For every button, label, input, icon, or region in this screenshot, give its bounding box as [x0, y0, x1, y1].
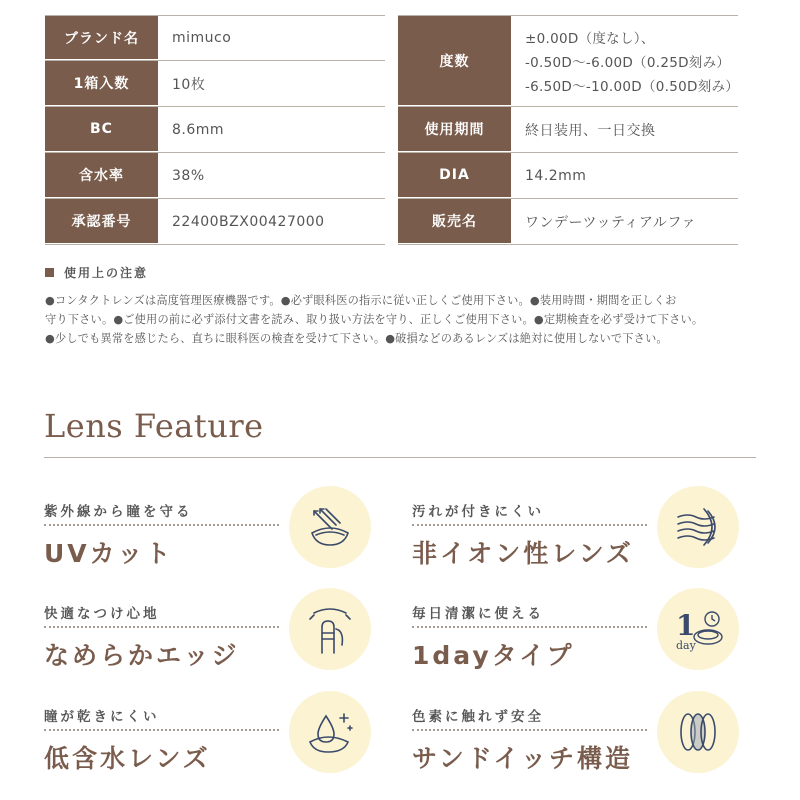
degree-values — [511, 16, 738, 106]
spec-row-product-name — [398, 199, 738, 245]
square-bullet-icon — [45, 268, 54, 277]
spec-key: 承認番号 — [45, 199, 158, 244]
feature-main: 非イオン性レンズ — [412, 539, 634, 568]
spec-row-dia — [398, 153, 738, 199]
spec-key: DIA — [398, 153, 511, 198]
spec-value: 終日装用、一日交換 — [525, 122, 656, 139]
dotted-rule — [412, 729, 647, 731]
feature-sub: 色素に触れず安全 — [412, 709, 544, 725]
1day-icon-number: 1 — [676, 609, 696, 642]
degree-line: -0.50D～-6.00D（0.25D刻み） — [525, 55, 731, 71]
feature-main: UVカット — [44, 539, 174, 568]
1day-icon-label: day — [676, 639, 696, 652]
feature-divider — [44, 457, 756, 458]
spec-key: 1箱入数 — [45, 61, 158, 106]
spec-table-left — [45, 15, 385, 245]
dotted-rule — [44, 729, 279, 731]
spec-key: ブランド名 — [45, 16, 158, 60]
dotted-rule — [44, 626, 279, 628]
spec-row-approval — [45, 199, 385, 245]
spec-table-right — [398, 15, 738, 245]
dotted-rule — [412, 626, 647, 628]
spec-row-bc — [45, 107, 385, 153]
layered-lens-icon — [657, 486, 739, 568]
notes-body — [45, 291, 757, 348]
spec-value: 10枚 — [172, 76, 206, 93]
dotted-rule — [412, 524, 647, 526]
spec-row-period — [398, 107, 738, 153]
feature-main: 1dayタイプ — [412, 641, 575, 670]
droplet-lens-icon — [289, 691, 371, 773]
feature-sub: 汚れが付きにくい — [412, 504, 544, 520]
feature-sub: 瞳が乾きにくい — [44, 709, 160, 725]
feature-main: なめらかエッジ — [44, 641, 240, 670]
spec-value: 22400BZX00427000 — [172, 213, 325, 230]
spec-value: ワンデーツッティアルファ — [525, 214, 697, 231]
dotted-rule — [44, 524, 279, 526]
finger-lens-icon — [289, 588, 371, 670]
feature-main: 低含水レンズ — [44, 744, 211, 773]
spec-key: 含水率 — [45, 153, 158, 198]
spec-key: 使用期間 — [398, 107, 511, 152]
spec-row-count — [45, 61, 385, 107]
spec-row-water — [45, 153, 385, 199]
feature-nonionic — [412, 500, 742, 590]
spec-key: 度数 — [398, 16, 511, 106]
notes-line: ●コンタクトレンズは高度管理医療機器です。●必ず眼科医の指示に従い正しくご使用下さい。●装用時間・期間を正しくお — [45, 294, 677, 307]
1day-icon — [657, 588, 739, 670]
spec-key: 販売名 — [398, 199, 511, 244]
feature-sub: 毎日清潔に使える — [412, 606, 544, 622]
uv-lens-icon — [289, 486, 371, 568]
spec-value: 14.2mm — [525, 167, 587, 184]
spec-value: 38% — [172, 167, 205, 184]
spec-value: mimuco — [172, 30, 232, 46]
spec-row-brand — [45, 15, 385, 61]
spec-value: 8.6mm — [172, 121, 225, 138]
feature-1day — [412, 602, 742, 692]
feature-uv — [44, 500, 374, 590]
feature-smooth-edge — [44, 602, 374, 692]
feature-sub: 紫外線から瞳を守る — [44, 504, 193, 520]
spec-row-degree — [398, 15, 738, 107]
notes-heading — [45, 264, 148, 281]
feature-main: サンドイッチ構造 — [412, 744, 634, 773]
feature-sub: 快適なつけ心地 — [44, 606, 160, 622]
feature-low-water — [44, 705, 374, 795]
feature-title: Lens Feature — [44, 407, 264, 445]
degree-line: -6.50D～-10.00D（0.50D刻み） — [525, 79, 740, 95]
notes-heading-text: 使用上の注意 — [64, 266, 149, 280]
sandwich-lens-icon — [657, 691, 739, 773]
spec-key: BC — [45, 107, 158, 152]
notes-line: ●少しでも異常を感じたら、直ちに眼科医の検査を受けて下さい。●破損などのあるレンズは絶対に使用しないで下さい。 — [45, 332, 668, 345]
notes-line: 守り下さい。●ご使用の前に必ず添付文書を読み、取り扱い方法を守り、正しくご使用下さい。●定期検査を必ず受けて下さい。 — [45, 313, 704, 326]
degree-line: ±0.00D（度なし）、 — [525, 31, 655, 47]
feature-sandwich — [412, 705, 742, 795]
